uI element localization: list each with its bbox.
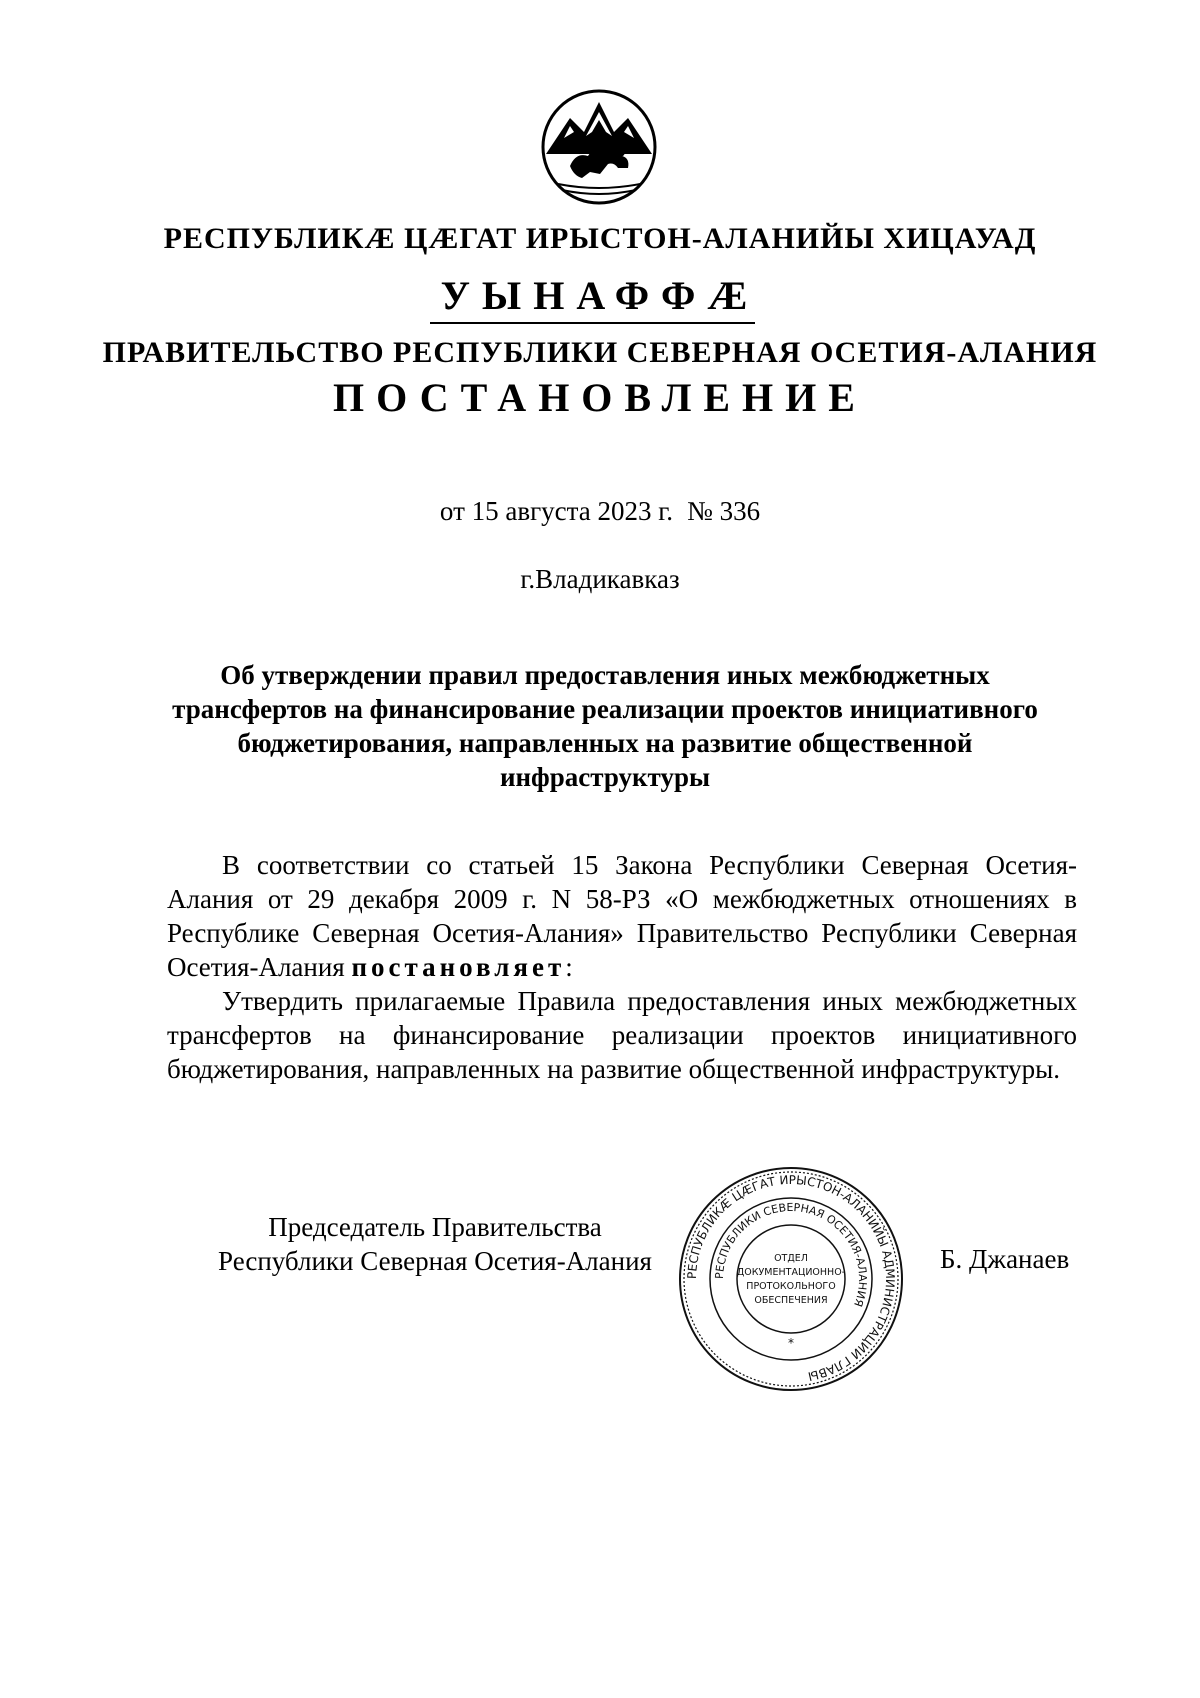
official-seal-icon xyxy=(677,1165,905,1393)
signer-position-line: Председатель Правительства xyxy=(268,1212,602,1242)
svg-text:*: * xyxy=(788,1336,794,1350)
signer-position xyxy=(190,1210,680,1278)
header-divider xyxy=(430,322,755,324)
document-body xyxy=(167,848,1077,1086)
body-paragraph xyxy=(167,848,1077,984)
seal-center-line: ПРОТОКОЛЬНОГО xyxy=(746,1281,836,1292)
subject-line: инфраструктуры xyxy=(499,762,711,792)
coat-of-arms-icon xyxy=(540,88,658,206)
signer-name: Б. Джанаев xyxy=(940,1244,1070,1274)
seal-center-line: ДОКУМЕНТАЦИОННО- xyxy=(736,1267,846,1278)
decree-keyword: постановляет xyxy=(351,952,566,982)
document-date-line xyxy=(0,496,1200,527)
preamble-text: В соответствии со статьей 15 Закона Республики Северная Осетия-Алания от 29 декабря 2009 г. N 58-РЗ «О межбюджетных отношениях в Республике Северная Осетия-Алания» Правительство Республики Северная Осетия-Алания xyxy=(167,850,1077,982)
body-paragraph: Утвердить прилагаемые Правила предоставления иных межбюджетных трансфертов на финансирование реализации проектов инициативного бюджетирования, направленных на развитие общественной инфраструктуры. xyxy=(167,986,1077,1084)
org-name-russian: ПРАВИТЕЛЬСТВО РЕСПУБЛИКИ СЕВЕРНАЯ ОСЕТИЯ-АЛАНИЯ xyxy=(102,336,1098,369)
decree-colon: : xyxy=(565,952,573,982)
seal-center-line: ОТДЕЛ xyxy=(774,1253,808,1264)
document-city: г.Владикавказ xyxy=(520,564,680,594)
document-subject xyxy=(150,658,1060,794)
doc-type-ossetian: УЫНАФФӔ xyxy=(440,273,760,318)
subject-line: трансфертов на финансирование реализации проектов инициативного xyxy=(172,694,1038,724)
document-number: № 336 xyxy=(687,496,761,526)
org-name-ossetian: РЕСПУБЛИКӔ ЦӔГАТ ИРЫСТОН-АЛАНИЙЫ ХИЦАУАД xyxy=(163,222,1037,255)
subject-line: бюджетирования, направленных на развитие общественной xyxy=(237,728,973,758)
seal-outer-text: РЕСПУБЛИКӔ ЦӔГАТ ИРЫСТОН-АЛАНИЙЫ АДМИНИСТРАЦИИ ГЛАВЫ xyxy=(684,1172,898,1384)
seal-inner-text: РЕСПУБЛИКИ СЕВЕРНАЯ ОСЕТИЯ-АЛАНИЯ xyxy=(712,1200,870,1309)
seal-center-line: ОБЕСПЕЧЕНИЯ xyxy=(754,1295,828,1306)
signer-position-line: Республики Северная Осетия-Алания xyxy=(218,1246,652,1276)
document-date: от 15 августа 2023 г. xyxy=(439,496,674,526)
doc-type-russian: ПОСТАНОВЛЕНИЕ xyxy=(333,375,867,420)
subject-line: Об утверждении правил предоставления иных межбюджетных xyxy=(220,660,990,690)
